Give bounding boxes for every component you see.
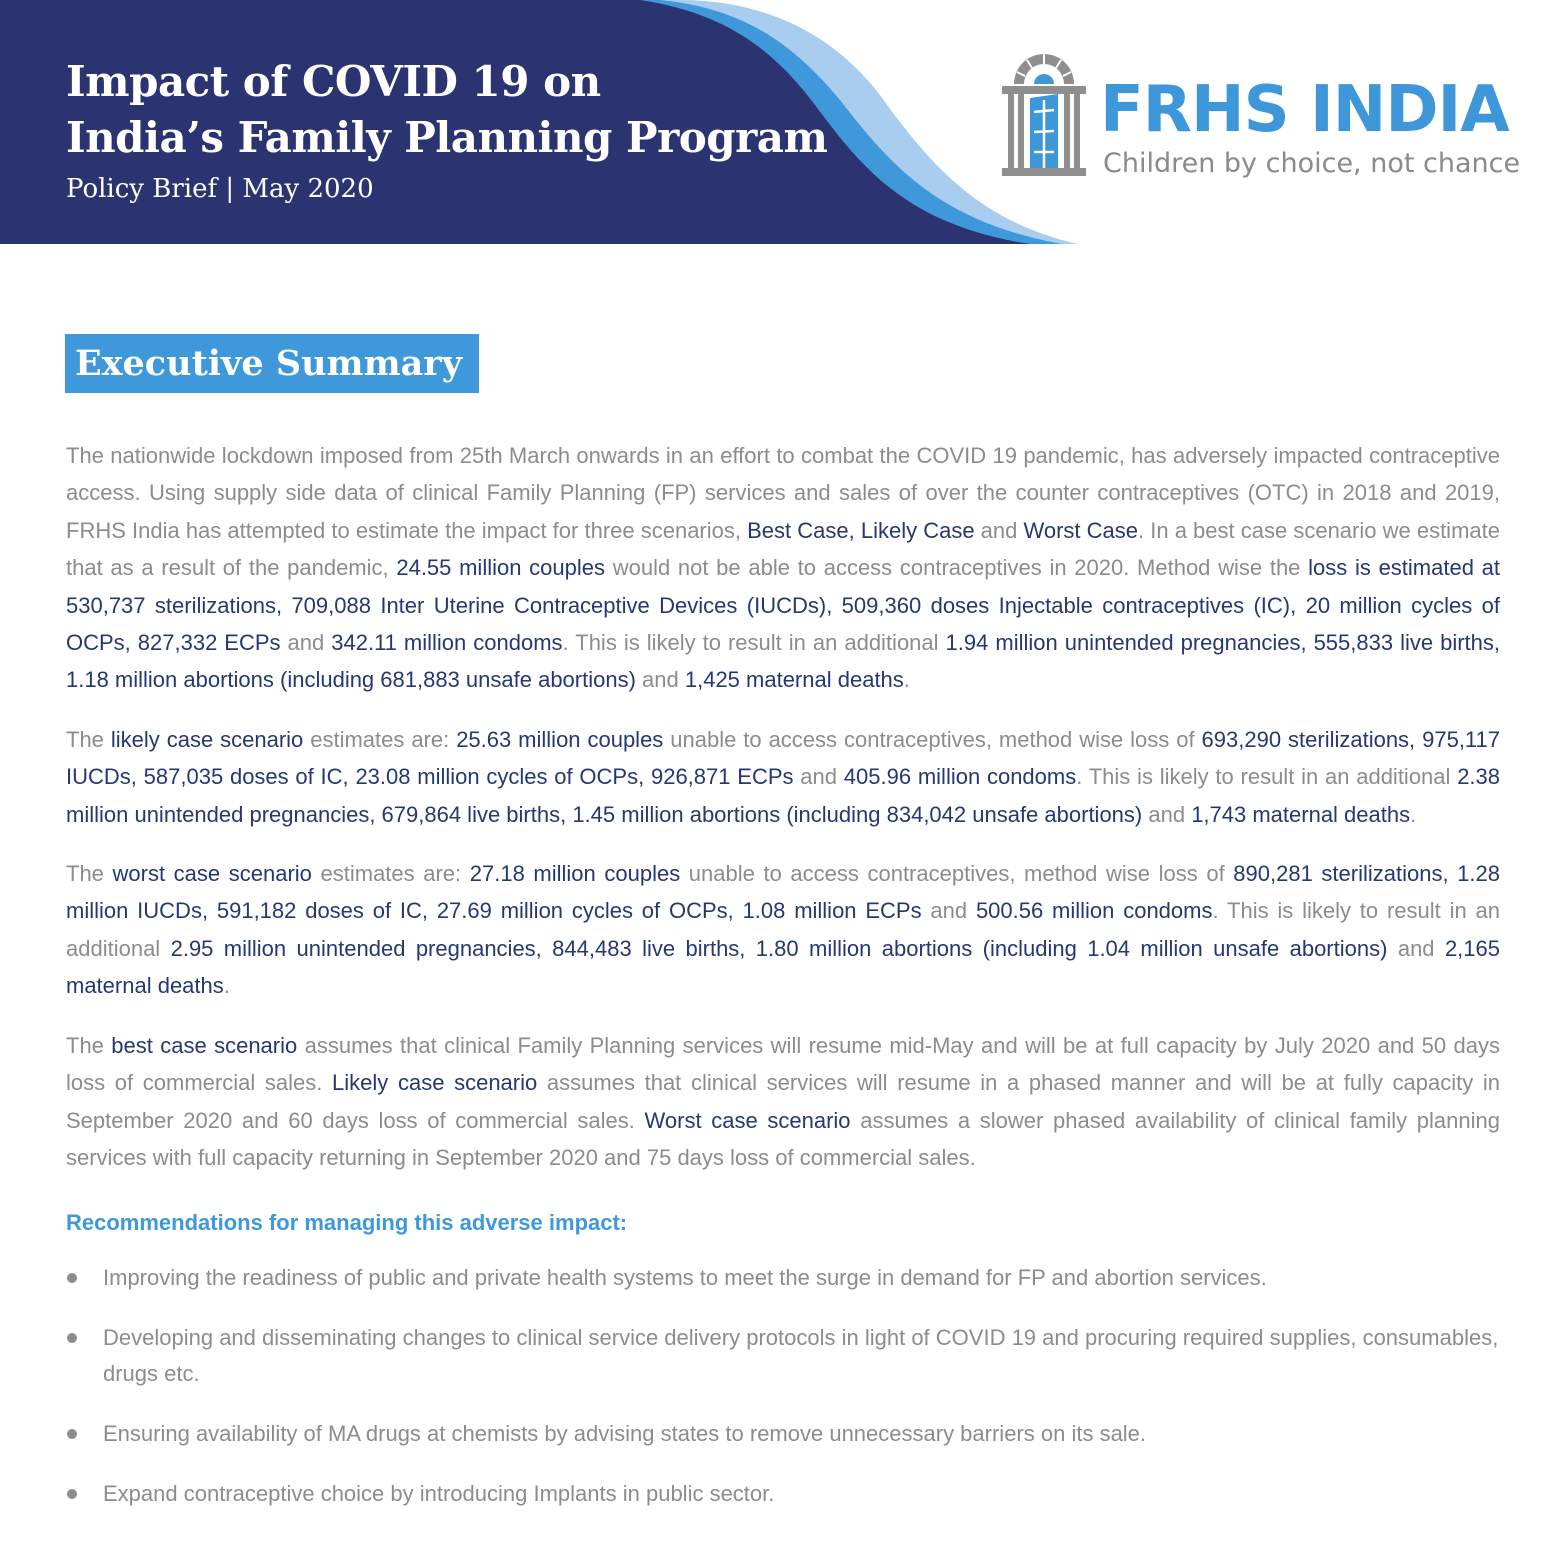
highlighted-text: likely case scenario [110, 726, 304, 752]
logo-tagline: Children by choice, not chance [1103, 148, 1521, 179]
body-text: The [66, 726, 111, 752]
title-line-2: India’s Family Planning Program [66, 113, 828, 162]
body-text: . [223, 973, 230, 999]
body-text: . This is likely to result in an additional [66, 898, 1500, 961]
body-text: The nationwide lockdown imposed from 25th March onwards in an effort to combat the COVID 19 pandemic, has adversely impacted contraceptive access. Using supply side data of clinical Family Planning (FP) services and sales of over the counter contraceptives (OTC) in 2018 and 2019, FRHS India has attempted to estimate the impact for three scenarios, [66, 443, 1500, 543]
list-item-text: Expand contraceptive choice by introducing Implants in public sector. [103, 1481, 775, 1507]
body-text: estimates are: [311, 861, 470, 887]
highlighted-text: loss is estimated at 530,737 sterilizations, 709,088 Inter Uterine Contraceptive Devices (IUCDs), 509,360 doses Injectable contraceptives (IC), 20 million cycles of OCPs, 827,332 ECPs [66, 555, 1500, 656]
highlighted-text: 1.94 million unintended pregnancies, 555,833 live births, 1.18 million abortions (including 681,883 unsafe abortions) [66, 630, 1501, 693]
list-item [66, 1416, 1500, 1452]
summary-paragraph-2 [66, 721, 1500, 833]
body-text: . [1410, 801, 1417, 827]
bullet-icon [67, 1489, 77, 1499]
highlighted-text: 500.56 million condoms [975, 898, 1213, 924]
body-text: and [280, 630, 332, 656]
highlighted-text: 890,281 sterilizations, 1.28 million IUCDs, 591,182 doses of IC, 27.69 million cycles of OCPs, 1.08 million ECPs [66, 861, 1500, 924]
highlighted-text: 2.38 million unintended pregnancies, 679,864 live births, 1.45 million abortions (including 834,042 unsafe abortions) [66, 764, 1501, 827]
highlighted-text: 24.55 million couples [396, 555, 605, 581]
title-line-1: Impact of COVID 19 on [66, 57, 601, 106]
highlighted-text: 25.63 million couples [456, 726, 664, 752]
highlighted-text: 1,425 maternal deaths [684, 667, 904, 693]
body-text: and [921, 898, 976, 924]
body-text: . This is likely to result in an additional [562, 630, 946, 656]
list-item [66, 1320, 1500, 1392]
highlighted-text: 1,743 maternal deaths [1191, 801, 1411, 827]
body-text: . [903, 667, 910, 693]
highlighted-text: worst case scenario [112, 861, 312, 887]
highlighted-text: 342.11 million condoms [331, 630, 563, 656]
body-text: unable to access contraceptives, method wise loss of [663, 726, 1202, 752]
door-arch-icon [1000, 50, 1088, 178]
summary-paragraph-1 [66, 437, 1500, 699]
bullet-icon [67, 1429, 77, 1439]
logo-wordmark: FRHS INDIA [1100, 73, 1509, 147]
body-text: . In a best case scenario we estimate that as a result of the pandemic, [66, 517, 1500, 581]
document-subtitle: Policy Brief | May 2020 [66, 174, 374, 204]
summary-paragraph-3 [66, 855, 1500, 1005]
body-text: and [793, 764, 844, 790]
highlighted-text: 693,290 sterilizations, 975,117 IUCDs, 587,035 doses of IC, 23.08 million cycles of OCPs, 926,871 ECPs [66, 726, 1501, 790]
summary-paragraph-4 [66, 1027, 1500, 1177]
body-text: assumes that clinical Family Planning services will resume mid-May and will be at full capacity by July 2020 and 50 days loss of commercial sales. [66, 1032, 1500, 1096]
list-item [66, 1260, 1500, 1296]
body-text: assumes that clinical services will resume in a phased manner and will be at fully capacity in September 2020 and 60 days loss of commercial sales. [66, 1070, 1500, 1133]
body-text: and [1142, 801, 1192, 827]
body-text: The [66, 1032, 112, 1058]
body-text: The [66, 861, 113, 887]
highlighted-text: Likely case scenario [332, 1070, 538, 1096]
list-item-text: Developing and disseminating changes to clinical service delivery protocols in light of COVID 19 and procuring required supplies, consumables, drugs etc. [103, 1325, 1499, 1387]
recommendations-list [66, 1260, 1500, 1512]
highlighted-text: 405.96 million condoms [843, 764, 1077, 790]
highlighted-text: Worst case scenario [644, 1107, 851, 1133]
list-item [66, 1476, 1500, 1512]
bullet-icon [67, 1333, 77, 1343]
highlighted-text: 2,165 maternal deaths [66, 935, 1500, 999]
body-text: and [974, 517, 1024, 543]
section-heading: Executive Summary [65, 334, 479, 393]
highlighted-text: best case scenario [111, 1032, 298, 1058]
highlighted-text: 27.18 million couples [469, 861, 681, 887]
summary-content [66, 437, 1500, 1536]
body-text: estimates are: [303, 726, 457, 752]
body-text: and [1387, 935, 1445, 961]
body-text: unable to access contraceptives, method wise loss of [680, 861, 1234, 887]
body-text: and [635, 667, 685, 693]
document-title [66, 54, 827, 166]
highlighted-text: Best Case, Likely Case [747, 517, 975, 543]
recommendations-heading: Recommendations for managing this adverse impact: [66, 1210, 628, 1236]
list-item-text: Improving the readiness of public and private health systems to meet the surge in demand for FP and abortion services. [103, 1265, 1267, 1291]
body-text: would not be able to access contraceptives in 2020. Method wise the [605, 555, 1309, 581]
highlighted-text: Worst Case [1023, 517, 1139, 543]
body-text: . This is likely to result in an additional [1076, 764, 1458, 790]
list-item-text: Ensuring availability of MA drugs at chemists by advising states to remove unnecessary barriers on its sale. [103, 1421, 1147, 1447]
bullet-icon [67, 1273, 77, 1283]
body-text: assumes a slower phased availability of clinical family planning services with full capacity returning in September 2020 and 75 days loss of commercial sales. [66, 1107, 1500, 1170]
highlighted-text: 2.95 million unintended pregnancies, 844,483 live births, 1.80 million abortions (including 1.04 million unsafe abortions) [170, 935, 1388, 961]
